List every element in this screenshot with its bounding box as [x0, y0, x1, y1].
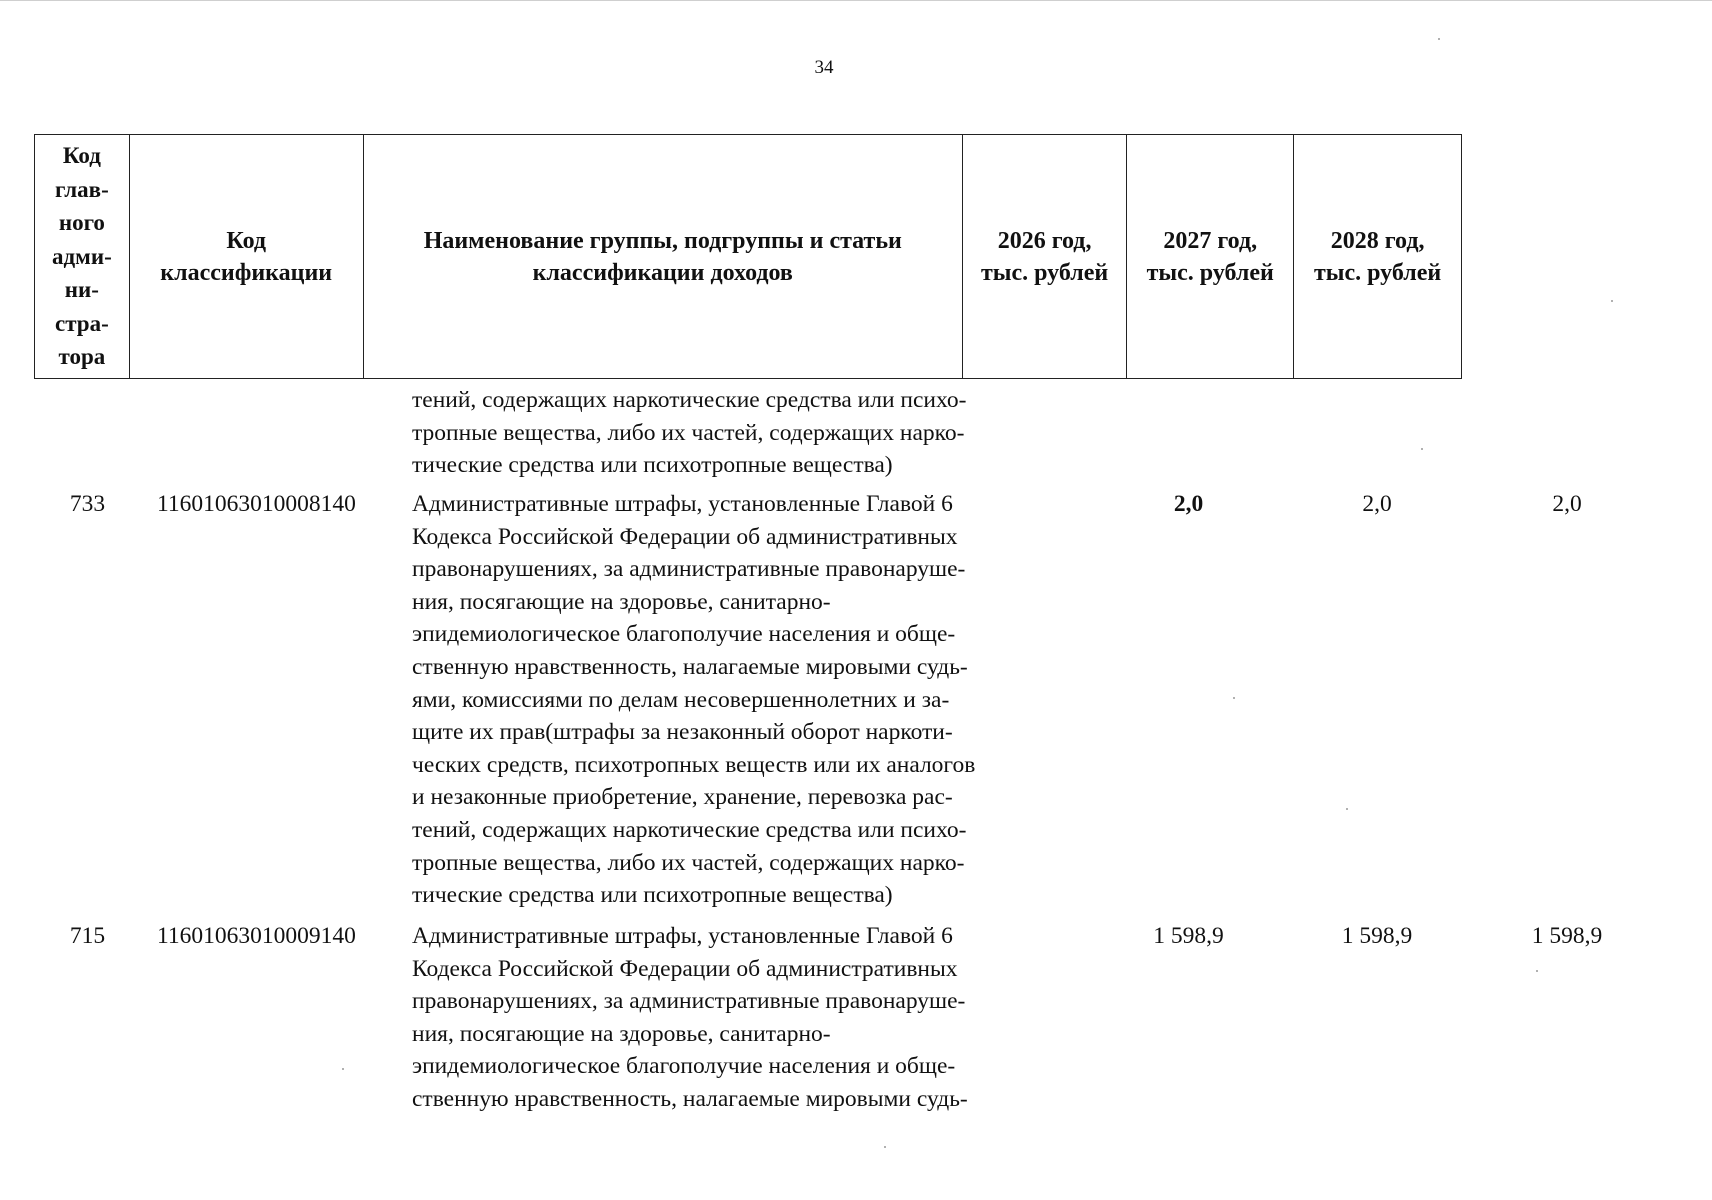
header-name: Наименование группы, подгруппы и статьи классификации доходов — [364, 135, 963, 378]
row-value-2026: 2,0 — [1173, 491, 1204, 517]
scan-speck — [1346, 808, 1348, 810]
row-value-2027: 1 598,9 — [1341, 923, 1413, 949]
table-header — [34, 134, 1462, 379]
scan-edge — [0, 0, 1712, 3]
row-value-2026: 1 598,9 — [1153, 923, 1224, 949]
header-year-2026: 2026 год, тыс. рублей — [963, 135, 1127, 378]
scan-speck — [1611, 300, 1613, 302]
row-classification-code: 11601063010008140 — [157, 491, 356, 517]
row-value-2028: 1 598,9 — [1531, 923, 1603, 949]
row-classification-code: 11601063010009140 — [157, 923, 356, 949]
header-year-2027: 2027 год, тыс. рублей — [1127, 135, 1294, 378]
row-admin-code: 733 — [69, 491, 106, 517]
page-number: 34 — [814, 57, 834, 78]
scan-speck — [1421, 448, 1423, 450]
header-admin-code: Код глав- ного адми- ни- стра- тора — [35, 135, 130, 378]
header-classification-code: Код классификации — [130, 135, 364, 378]
row-admin-code: 715 — [69, 923, 106, 949]
row-description: Административные штрафы, установленные Главой 6 Кодекса Российской Федерации об административных правонарушениях, за административные правонаруше- ния, посягающие на здоровье, санитарно- эпидемиологическое благополучие населения и обще- ственную нравственность, налагаемые мировыми судь- ями, комиссиями по делам несовершеннолетних и за- щите их прав(штрафы за незаконный оборот наркоти- ческих средств, психотропных веществ или их аналогов и незаконные приобретение, хранение, перевозка рас- тений, содержащих наркотические средства или психо- тропные вещества, либо их частей, содержащих нарко- тические средства или психотропные вещества) — [412, 491, 976, 909]
scan-speck — [1233, 697, 1235, 699]
scan-speck — [1438, 38, 1440, 40]
scan-speck — [342, 1068, 344, 1070]
scan-speck — [884, 1146, 886, 1148]
row-value-2028: 2,0 — [1552, 491, 1582, 517]
row-description: Административные штрафы, установленные Главой 6 Кодекса Российской Федерации об административных правонарушениях, за административные правонаруше- ния, посягающие на здоровье, санитарно- эпидемиологическое благополучие населения и обще- ственную нравственность, налагаемые мировыми судь- — [412, 923, 968, 1112]
header-year-2028: 2028 год, тыс. рублей — [1313, 227, 1442, 286]
row-value-2027: 2,0 — [1362, 491, 1392, 517]
continuation-text: тений, содержащих наркотические средства или психо- тропные вещества, либо их частей, содержащих нарко- тические средства или психотропные вещества) — [412, 387, 967, 479]
scan-speck — [1536, 970, 1538, 972]
